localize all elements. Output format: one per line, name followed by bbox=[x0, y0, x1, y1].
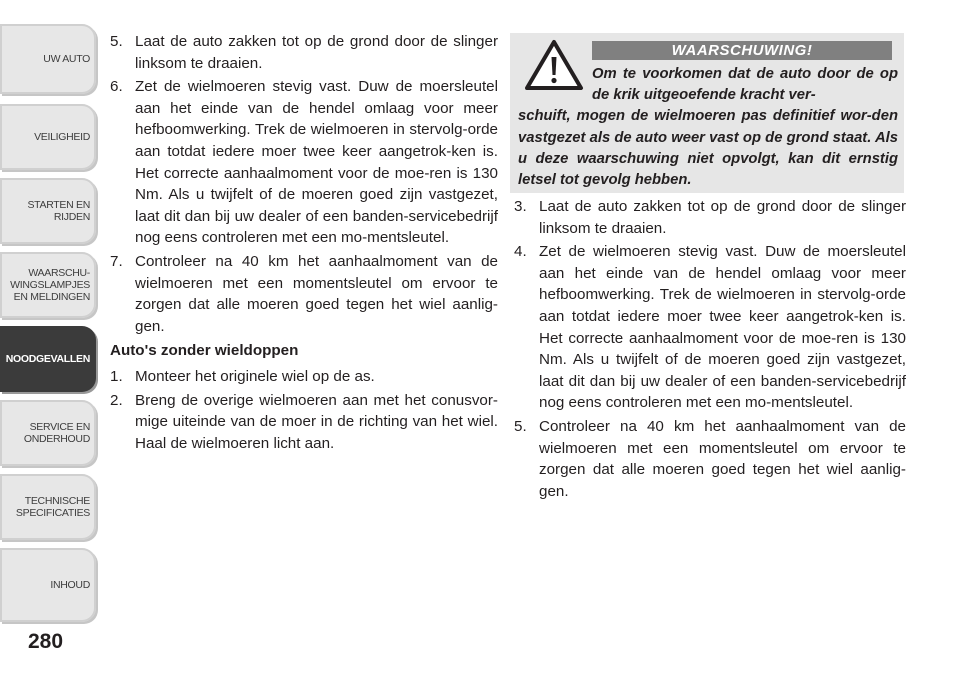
list-number: 3. bbox=[514, 198, 527, 215]
list-number: 5. bbox=[514, 417, 527, 435]
tab-inhoud[interactable]: INHOUD bbox=[0, 548, 96, 622]
right-column bbox=[514, 196, 906, 504]
list-text: Zet de wielmoeren stevig vast. Duw de moersleutel aan het einde van de hendel omlaag voor meer hefboomwerking. Trek de wielmoeren in stervolg-orde aan totdat iedere moer twee keer aangetrok-ken is. Het correcte aanhaalmoment voor de moe-ren is 130 Nm. Als u twijfelt of de moeren goed zijn vastgezet, laat dit dan bij uw dealer of een banden-servicebedrijf nog eens controleren met een mo-mentsleutel. bbox=[539, 243, 906, 412]
list-item bbox=[514, 196, 906, 239]
tab-starten-en-rijden[interactable]: STARTEN EN RIJDEN bbox=[0, 178, 96, 244]
tab-veiligheid[interactable]: VEILIGHEID bbox=[0, 104, 96, 170]
list-item bbox=[110, 366, 498, 388]
list-item bbox=[110, 251, 498, 337]
list-item bbox=[514, 241, 906, 414]
list-text: Laat de auto zakken tot op de grond door de slinger linksom te draaien. bbox=[539, 198, 906, 237]
warning-text-first: Om te voorkomen dat de auto door de op de krik uitgeoefende kracht ver- bbox=[592, 66, 898, 104]
list-item bbox=[110, 390, 498, 455]
list-number: 6. bbox=[110, 78, 123, 96]
list-text: Controleer na 40 km het aanhaalmoment van de wielmoeren met een momentsleutel om ervoor te zorgen dat alle moeren goed tegen het wiel aanlig-gen. bbox=[135, 252, 498, 335]
section-heading: Auto's zonder wieldoppen bbox=[110, 342, 299, 360]
list-item bbox=[110, 76, 498, 249]
warning-title: WAARSCHUWING! bbox=[592, 41, 892, 60]
list-number: 5. bbox=[110, 33, 123, 50]
warning-box bbox=[510, 33, 904, 193]
tab-service-en-onderhoud[interactable]: SERVICE EN ONDERHOUD bbox=[0, 400, 96, 466]
warning-text bbox=[518, 64, 898, 191]
warning-text-rest: schuift, mogen de wielmoeren pas definitief wor-den vastgezet als de auto weer vast op de grond staat. Als u deze waarschuwing niet opvolgt, kan dit ernstig letsel tot gevolg hebben. bbox=[518, 108, 898, 189]
list-text: Laat de auto zakken tot op de grond door de slinger linksom te draaien. bbox=[135, 33, 498, 72]
list-text: Zet de wielmoeren stevig vast. Duw de moersleutel aan het einde van de hendel omlaag voor meer hefboomwerking. Trek de wielmoeren in stervolg-orde aan totdat iedere moer twee keer aangetrok-ken is. Het correcte aanhaalmoment voor de moe-ren is 130 Nm. Als u twijfelt of de moeren goed zijn vastgezet, laat dit dan bij uw dealer of een banden-servicebedrijf nog eens controleren met een mo-mentsleutel. bbox=[135, 78, 498, 247]
tab-noodgevallen[interactable]: NOODGEVALLEN bbox=[0, 326, 96, 392]
tab-technische-specificaties[interactable]: TECHNISCHE SPECIFICATIES bbox=[0, 474, 96, 540]
list-text: Breng de overige wielmoeren aan met het conusvor-mige uiteinde van de moer in de richting van het wiel. Haal de wielmoeren licht aan. bbox=[135, 391, 498, 452]
list-text: Controleer na 40 km het aanhaalmoment van de wielmoeren met een momentsleutel om ervoor te zorgen dat alle moeren goed tegen het wiel aanlig-gen. bbox=[539, 417, 906, 500]
list-item bbox=[514, 416, 906, 502]
list-text: Monteer het originele wiel op de as. bbox=[135, 367, 375, 385]
left-column bbox=[110, 31, 498, 456]
list-number: 7. bbox=[110, 252, 123, 270]
list-number: 2. bbox=[110, 391, 123, 409]
list-item bbox=[110, 31, 498, 74]
list-number: 4. bbox=[514, 243, 527, 261]
tab-waarschuwingslampjes[interactable]: WAARSCHU- WINGSLAMPJES EN MELDINGEN bbox=[0, 252, 96, 318]
list-number: 1. bbox=[110, 367, 123, 385]
page-number: 280 bbox=[28, 630, 64, 653]
tab-uw-auto[interactable]: UW AUTO bbox=[0, 24, 96, 94]
